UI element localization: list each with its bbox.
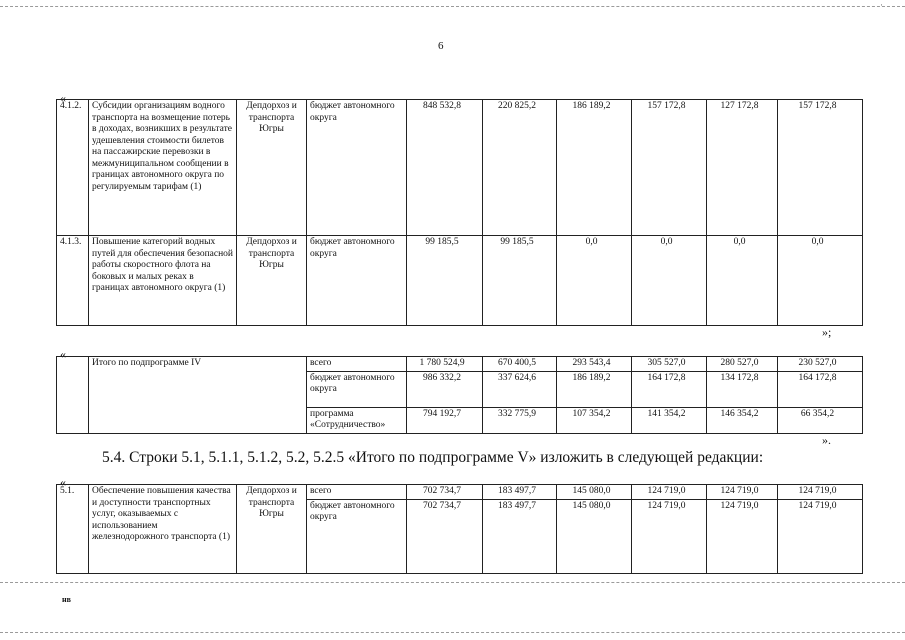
value-cell: 99 185,5 — [407, 236, 483, 326]
value-cell: 134 172,8 — [707, 371, 778, 407]
row-number — [57, 357, 89, 434]
row-source: бюджет автономного округа — [307, 100, 407, 236]
value-cell: 0,0 — [778, 236, 863, 326]
close-quote-2: ». — [822, 433, 831, 447]
scan-bottom-line — [0, 632, 905, 633]
row-name: Обеспечение повышения качества и доступности транспортных услуг, оказываемых с использованием железнодорожного транспорта (1) — [89, 485, 237, 574]
table-subprogram-total — [56, 356, 863, 434]
value-cell: 337 624,6 — [483, 371, 557, 407]
page-number: 6 — [438, 40, 444, 52]
scan-middle-line — [0, 582, 905, 583]
row-source: бюджет автономного округа — [307, 371, 407, 407]
value-cell: 107 354,2 — [557, 407, 632, 433]
footer-mark: нв — [62, 595, 71, 604]
row-name: Субсидии организациям водного транспорта на возмещение потерь в доходах, возникших в результате удешевления стоимости билетов на пассажирские перевозки в межмуниципальном сообщении в границах автономного округа по регулируемым тарифам (1) — [89, 100, 237, 236]
value-cell: 66 354,2 — [778, 407, 863, 433]
row-number: 4.1.2. — [57, 100, 89, 236]
value-cell: 670 400,5 — [483, 357, 557, 372]
value-cell: 183 497,7 — [483, 499, 557, 573]
table-row — [57, 485, 863, 500]
row-executor: Депдорхоз и транспорта Югры — [237, 100, 307, 236]
row-source: программа «Сотрудничество» — [307, 407, 407, 433]
value-cell: 702 734,7 — [407, 485, 483, 500]
table-program-rows — [56, 99, 863, 326]
value-cell: 124 719,0 — [707, 499, 778, 573]
row-number: 4.1.3. — [57, 236, 89, 326]
top-corner-mark: · — [880, 0, 883, 10]
value-cell: 280 527,0 — [707, 357, 778, 372]
value-cell: 157 172,8 — [778, 100, 863, 236]
value-cell: 145 080,0 — [557, 499, 632, 573]
value-cell: 186 189,2 — [557, 100, 632, 236]
open-quote-3: « — [60, 475, 66, 489]
value-cell: 124 719,0 — [778, 499, 863, 573]
value-cell: 230 527,0 — [778, 357, 863, 372]
value-cell: 220 825,2 — [483, 100, 557, 236]
value-cell: 0,0 — [632, 236, 707, 326]
value-cell: 986 332,2 — [407, 371, 483, 407]
value-cell: 164 172,8 — [632, 371, 707, 407]
scan-top-line — [0, 6, 905, 7]
value-cell: 1 780 524,9 — [407, 357, 483, 372]
row-source: бюджет автономного округа — [307, 499, 407, 573]
section-heading: 5.4. Строки 5.1, 5.1.1, 5.1.2, 5.2, 5.2.5 «Итого по подпрограмме V» изложить в следующей редакции: — [102, 449, 764, 466]
value-cell: 124 719,0 — [778, 485, 863, 500]
table-row — [57, 236, 863, 326]
value-cell: 124 719,0 — [632, 485, 707, 500]
row-executor: Депдорхоз и транспорта Югры — [237, 485, 307, 574]
value-cell: 0,0 — [557, 236, 632, 326]
value-cell: 141 354,2 — [632, 407, 707, 433]
row-name: Итого по подпрограмме IV — [89, 357, 307, 434]
value-cell: 186 189,2 — [557, 371, 632, 407]
table-subprogram-v — [56, 484, 863, 574]
row-source: всего — [307, 357, 407, 372]
value-cell: 164 172,8 — [778, 371, 863, 407]
value-cell: 124 719,0 — [707, 485, 778, 500]
close-quote-1: »; — [822, 325, 832, 339]
table-row — [57, 357, 863, 372]
value-cell: 183 497,7 — [483, 485, 557, 500]
row-source: бюджет автономного округа — [307, 236, 407, 326]
row-executor: Депдорхоз и транспорта Югры — [237, 236, 307, 326]
value-cell: 124 719,0 — [632, 499, 707, 573]
open-quote-2: « — [60, 347, 66, 361]
value-cell: 99 185,5 — [483, 236, 557, 326]
row-number: 5.1. — [57, 485, 89, 574]
value-cell: 146 354,2 — [707, 407, 778, 433]
row-name: Повышение категорий водных путей для обеспечения безопасной работы скоростного флота на боковых и малых реках в границах автономного округа (1) — [89, 236, 237, 326]
value-cell: 127 172,8 — [707, 100, 778, 236]
value-cell: 702 734,7 — [407, 499, 483, 573]
value-cell: 332 775,9 — [483, 407, 557, 433]
value-cell: 157 172,8 — [632, 100, 707, 236]
value-cell: 794 192,7 — [407, 407, 483, 433]
row-source: всего — [307, 485, 407, 500]
open-quote-1: « — [60, 91, 66, 105]
value-cell: 145 080,0 — [557, 485, 632, 500]
value-cell: 848 532,8 — [407, 100, 483, 236]
table-row — [57, 100, 863, 236]
value-cell: 293 543,4 — [557, 357, 632, 372]
value-cell: 0,0 — [707, 236, 778, 326]
value-cell: 305 527,0 — [632, 357, 707, 372]
